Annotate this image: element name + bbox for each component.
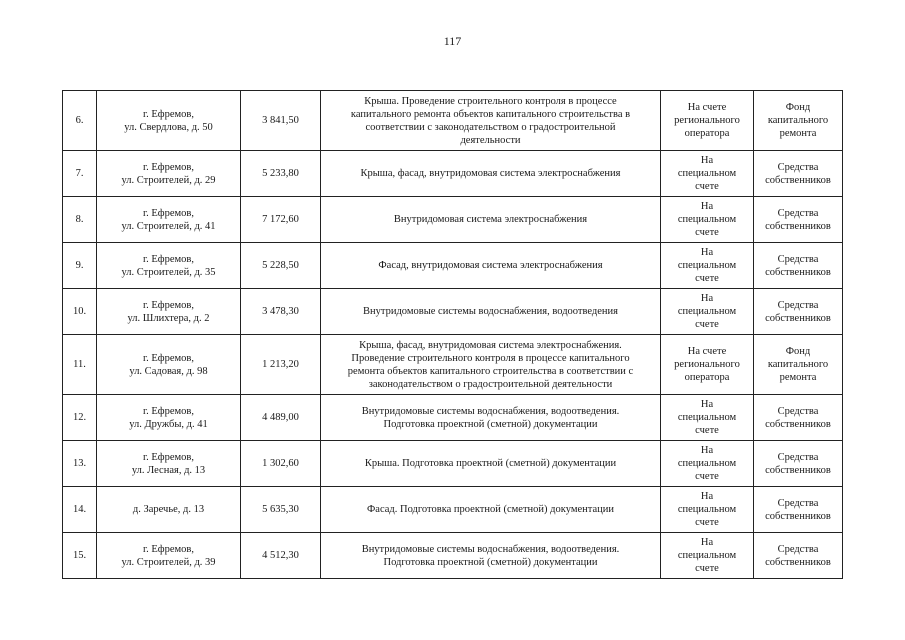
- account-line: счете: [695, 227, 719, 238]
- account-line: счете: [695, 517, 719, 528]
- funding-line: Средства: [777, 543, 819, 555]
- address-line: ул. Дружбы, д. 41: [129, 418, 208, 430]
- address-cell: [97, 487, 241, 533]
- account-line: На счете: [687, 102, 727, 113]
- row-number-cell: [63, 533, 97, 579]
- address-line: ул. Строителей, д. 29: [121, 174, 216, 186]
- row-number-cell: [63, 289, 97, 335]
- area-cell: [241, 533, 321, 579]
- account-cell: [661, 243, 754, 289]
- account-line: На: [700, 537, 714, 548]
- area-value: 7 172,60: [262, 214, 299, 225]
- work-description-cell: [321, 197, 661, 243]
- account-cell: [661, 289, 754, 335]
- address-line: г. Ефремов,: [143, 352, 194, 364]
- funding-source-cell: [754, 289, 843, 335]
- area-value: 3 841,50: [262, 115, 299, 126]
- row-number: 9.: [75, 260, 84, 271]
- account-line: специальном: [677, 306, 737, 317]
- work-description-cell: [321, 151, 661, 197]
- funding-source-cell: [754, 395, 843, 441]
- work-line: ремонта объектов капитального строительства в соответствии с: [347, 365, 634, 377]
- work-line: Подготовка проектной (сметной) документации: [383, 556, 598, 568]
- table-row: [63, 441, 843, 487]
- address-line: г. Ефремов,: [143, 207, 194, 219]
- address-line: г. Ефремов,: [143, 543, 194, 555]
- account-line: счете: [695, 425, 719, 436]
- work-line: законодательством о градостроительной деятельности: [368, 378, 613, 390]
- work-description-cell: [321, 395, 661, 441]
- area-value: 1 302,60: [262, 458, 299, 469]
- account-cell: [661, 441, 754, 487]
- row-number: 8.: [75, 214, 84, 225]
- work-line: Проведение строительного контроля в процессе капитального: [351, 352, 630, 364]
- area-cell: [241, 197, 321, 243]
- funding-line: собственников: [765, 220, 831, 232]
- row-number-cell: [63, 197, 97, 243]
- area-value: 3 478,30: [262, 306, 299, 317]
- row-number-cell: [63, 441, 97, 487]
- table-body: [63, 91, 843, 579]
- funding-source-cell: [754, 441, 843, 487]
- funding-line: собственников: [765, 312, 831, 324]
- work-line: деятельности: [460, 134, 521, 146]
- address-cell: [97, 533, 241, 579]
- row-number-cell: [63, 395, 97, 441]
- row-number-cell: [63, 335, 97, 395]
- table-row: [63, 151, 843, 197]
- funding-line: собственников: [765, 556, 831, 568]
- account-line: специальном: [677, 550, 737, 561]
- address-line: г. Ефремов,: [143, 299, 194, 311]
- area-cell: [241, 91, 321, 151]
- account-line: регионального: [674, 115, 740, 126]
- address-line: ул. Лесная, д. 13: [131, 464, 206, 476]
- area-cell: [241, 289, 321, 335]
- work-line: соответствии с законодательством о градостроительной: [365, 121, 616, 133]
- address-cell: [97, 91, 241, 151]
- row-number: 13.: [72, 458, 87, 469]
- area-value: 5 233,80: [262, 168, 299, 179]
- area-value: 1 213,20: [262, 359, 299, 370]
- account-line: счете: [695, 319, 719, 330]
- work-description-cell: [321, 289, 661, 335]
- account-line: счете: [695, 471, 719, 482]
- funding-line: ремонта: [779, 128, 817, 139]
- work-line: Крыша, фасад, внутридомовая система электроснабжения: [360, 168, 621, 179]
- funding-line: Средства: [777, 405, 819, 417]
- table-row: [63, 91, 843, 151]
- work-description-cell: [321, 441, 661, 487]
- table-row: [63, 533, 843, 579]
- address-line: ул. Строителей, д. 41: [121, 220, 216, 232]
- row-number: 14.: [72, 504, 87, 515]
- row-number: 7.: [75, 168, 84, 179]
- table-row: [63, 289, 843, 335]
- address-cell: [97, 395, 241, 441]
- account-line: специальном: [677, 458, 737, 469]
- funding-line: Средства: [777, 207, 819, 219]
- row-number-cell: [63, 487, 97, 533]
- work-line: Крыша. Проведение строительного контроля в процессе: [364, 95, 617, 107]
- address-line: г. Ефремов,: [143, 451, 194, 463]
- funding-line: собственников: [765, 266, 831, 278]
- funding-source-cell: [754, 197, 843, 243]
- account-line: регионального: [674, 359, 740, 370]
- funding-line: Средства: [777, 161, 819, 173]
- account-line: На: [700, 491, 714, 502]
- work-line: Внутридомовые системы водоснабжения, водоотведения.: [361, 543, 620, 555]
- funding-line: собственников: [765, 418, 831, 430]
- account-cell: [661, 91, 754, 151]
- area-value: 5 635,30: [262, 504, 299, 515]
- account-line: специальном: [677, 168, 737, 179]
- work-description-cell: [321, 243, 661, 289]
- address-line: ул. Свердлова, д. 50: [124, 121, 213, 133]
- work-line: Фасад, внутридомовая система электроснабжения: [378, 260, 603, 271]
- work-description-cell: [321, 335, 661, 395]
- account-line: специальном: [677, 260, 737, 271]
- account-cell: [661, 487, 754, 533]
- funding-line: Средства: [777, 253, 819, 265]
- work-line: Внутридомовые системы водоснабжения, водоотведения: [363, 306, 618, 317]
- account-line: специальном: [677, 412, 737, 423]
- account-line: На: [700, 201, 714, 212]
- address-line: ул. Садовая, д. 98: [129, 365, 208, 377]
- area-value: 4 512,30: [262, 550, 299, 561]
- work-line: Внутридомовая система электроснабжения: [393, 214, 588, 225]
- table-row: [63, 335, 843, 395]
- table-row: [63, 243, 843, 289]
- account-line: оператора: [684, 128, 730, 139]
- area-cell: [241, 243, 321, 289]
- funding-source-cell: [754, 487, 843, 533]
- row-number: 11.: [73, 359, 86, 370]
- funding-line: собственников: [765, 174, 831, 186]
- work-line: Крыша. Подготовка проектной (сметной) документации: [364, 458, 617, 469]
- funding-line: Средства: [777, 451, 819, 463]
- funding-source-cell: [754, 533, 843, 579]
- address-cell: [97, 441, 241, 487]
- address-line: д. Заречье, д. 13: [132, 504, 205, 515]
- area-cell: [241, 335, 321, 395]
- address-line: ул. Строителей, д. 39: [121, 556, 216, 568]
- row-number: 6.: [75, 115, 84, 126]
- account-cell: [661, 335, 754, 395]
- account-line: На: [700, 247, 714, 258]
- area-cell: [241, 487, 321, 533]
- row-number: 10.: [72, 306, 87, 317]
- account-line: счете: [695, 181, 719, 192]
- area-value: 5 228,50: [262, 260, 299, 271]
- address-line: г. Ефремов,: [143, 405, 194, 417]
- funding-line: ремонта: [779, 372, 817, 383]
- address-cell: [97, 335, 241, 395]
- funding-line: капитального: [767, 359, 829, 370]
- address-line: г. Ефремов,: [143, 161, 194, 173]
- account-cell: [661, 151, 754, 197]
- address-cell: [97, 151, 241, 197]
- row-number: 12.: [72, 412, 87, 423]
- page-number: 117: [443, 34, 462, 48]
- address-line: г. Ефремов,: [143, 108, 194, 120]
- work-line: Фасад. Подготовка проектной (сметной) документации: [367, 504, 614, 515]
- address-cell: [97, 197, 241, 243]
- area-cell: [241, 151, 321, 197]
- funding-source-cell: [754, 91, 843, 151]
- account-line: специальном: [677, 214, 737, 225]
- address-line: ул. Строителей, д. 35: [121, 266, 216, 278]
- account-cell: [661, 533, 754, 579]
- funding-line: Фонд: [785, 346, 811, 357]
- repair-program-table: [62, 90, 843, 579]
- funding-line: Средства: [777, 497, 819, 509]
- table-row: [63, 395, 843, 441]
- account-line: На: [700, 445, 714, 456]
- area-value: 4 489,00: [262, 412, 299, 423]
- work-description-cell: [321, 533, 661, 579]
- row-number-cell: [63, 151, 97, 197]
- table-row: [63, 487, 843, 533]
- account-line: счете: [695, 563, 719, 574]
- area-cell: [241, 395, 321, 441]
- funding-line: собственников: [765, 510, 831, 522]
- address-line: г. Ефремов,: [143, 253, 194, 265]
- address-cell: [97, 243, 241, 289]
- account-line: счете: [695, 273, 719, 284]
- account-line: оператора: [684, 372, 730, 383]
- account-line: На счете: [687, 346, 727, 357]
- funding-line: Средства: [777, 299, 819, 311]
- work-line: Внутридомовые системы водоснабжения, водоотведения.: [361, 405, 620, 417]
- area-cell: [241, 441, 321, 487]
- work-description-cell: [321, 91, 661, 151]
- funding-source-cell: [754, 335, 843, 395]
- funding-line: собственников: [765, 464, 831, 476]
- row-number-cell: [63, 91, 97, 151]
- funding-source-cell: [754, 151, 843, 197]
- funding-source-cell: [754, 243, 843, 289]
- funding-line: Фонд: [785, 102, 811, 113]
- account-line: специальном: [677, 504, 737, 515]
- account-line: На: [700, 399, 714, 410]
- address-cell: [97, 289, 241, 335]
- address-line: ул. Шлихтера, д. 2: [127, 312, 210, 324]
- row-number-cell: [63, 243, 97, 289]
- work-line: Подготовка проектной (сметной) документации: [383, 418, 598, 430]
- account-cell: [661, 395, 754, 441]
- table-row: [63, 197, 843, 243]
- work-description-cell: [321, 487, 661, 533]
- account-cell: [661, 197, 754, 243]
- account-line: На: [700, 293, 714, 304]
- funding-line: капитального: [767, 115, 829, 126]
- row-number: 15.: [72, 550, 87, 561]
- work-line: Крыша, фасад, внутридомовая система электроснабжения.: [359, 339, 622, 351]
- work-line: капитального ремонта объектов капитального строительства в: [350, 108, 631, 120]
- account-line: На: [700, 155, 714, 166]
